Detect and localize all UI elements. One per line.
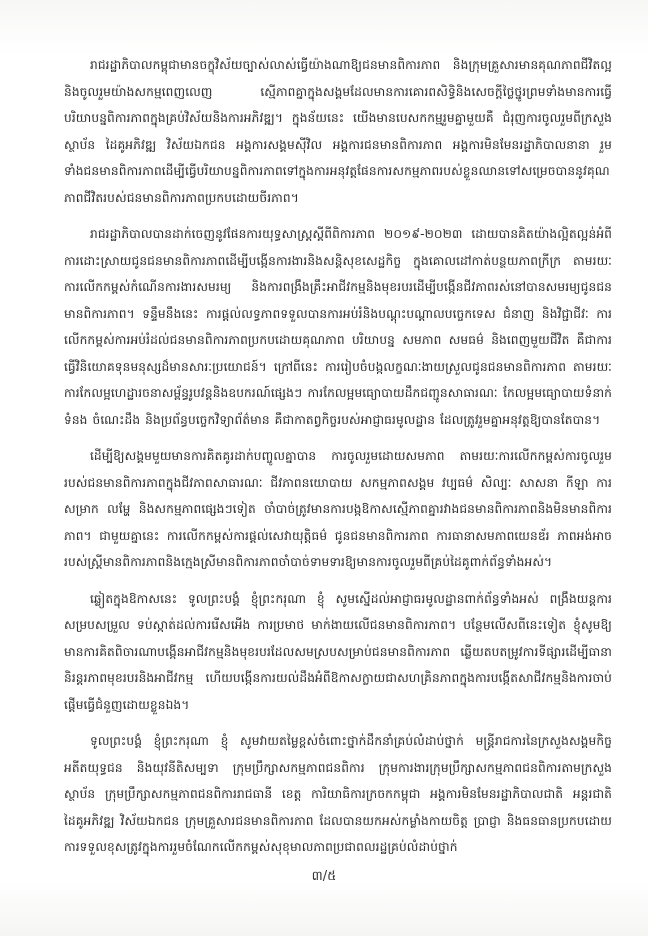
page-number: ៣/៥ <box>311 869 337 884</box>
paragraph-vision: រាជរដ្ឋាភិបាលកម្ពុជាមានចក្ខុវិស័យច្បាស់លាស់ធ្វើយ៉ាងណាឱ្យជនមានពិការភាព និងក្រុមគ្រួសារមានគុណភាពជីវិតល្អ និងចូលរួមយ៉ាងសកម្មពេញលេញ ស្មើភាពគ្នាក្នុងសង្គមដែលមានការគោរពសិទ្ធិនិងសេចក្តីថ្លៃថ្នូរព្រមទាំងមានការធ្វើបរិយាបន្នពិការភាពក្នុងគ្រប់វិស័យនិងការអភិវឌ្ឍ។ ក្នុងន័យនេះ យើងមានបេសកកម្មរួមគ្នាមួយគឺ ជំរុញការចូលរួមពីក្រសួងស្ថាប័ន ដៃគូអភិវឌ្ឍ វិស័យឯកជន អង្គការសង្គមស៊ីវិល អង្គការជនមានពិការភាព អង្គការមិនមែនរដ្ឋាភិបាលនានា រួមទាំងជនមានពិការភាពដើម្បីធ្វើបរិយាបន្នពិការភាពទៅក្នុងការអនុវត្តផែនការសកម្មភាពរបស់ខ្លួនឈានទៅសម្រេចបាននូវគុណភាពជីវិតរបស់ជនមានពិការភាពប្រកបដោយចីរភាព។ <box>64 58 612 205</box>
paragraph-strategic-plan: រាជរដ្ឋាភិបាលបានដាក់ចេញនូវផែនការយុទ្ធសាស្ត្រស្តីពីពិការភាព ២០១៩-២០២៣ ដោយបានគិតយ៉ាងល្អិតល្អន់អំពីការដោះស្រាយជូនជនមានពិការភាពដើម្បីបង្កើនការងារនិងសន្តិសុខសេដ្ឋកិច្ច ក្នុងគោលដៅកាត់បន្ថយភាពក្រីក្រ តាមរយៈការលើកកម្ពស់កំណើនការងារសមរម្យ និងការពង្រឹងគ្រឹះអាជីវកម្មនិងមុខរបរដើម្បីបង្កើនជីវភាពរស់នៅបានសមរម្យជូនជនមានពិការភាព។ ទន្ទឹមនឹងនេះ ការផ្តល់លទ្ធភាពទទួលបានការអប់រំនិងបណ្តុះបណ្តាលបច្ចេកទេស ជំនាញ និងវិជ្ជាជីវៈ ការលើកកម្ពស់ការអប់រំដល់ជនមានពិការភាពប្រកបដោយគុណភាព បរិយាបន្ន សមភាព សមធម៌ និងពេញមួយជីវិត គឺជាការធ្វើវិនិយោគទុនមនុស្សដ៏មានសារៈប្រយោជន៍។ ក្រៅពីនេះ ការរៀបចំបង្កលក្ខណៈងាយស្រួលជូនជនមានពិការភាព តាមរយៈការកែលម្អហេដ្ឋារចនាសម្ព័ន្ធរូបវន្តនិងឧបករណ៍ផ្សេងៗ ការកែលម្អមធ្យោបាយដឹកជញ្ជូនសាធារណៈ កែលម្អមធ្យោបាយទំនាក់ទំនង ចំណេះដឹង និងប្រព័ន្ធបច្ចេកវិទ្យាព័ត៌មាន គឺជាកាតព្វកិច្ចរបស់អាជ្ញាធរមូលដ្ឋាន ដែលត្រូវរួមគ្នាអនុវត្តឱ្យបានតែបាន។ <box>64 227 612 427</box>
paragraph-appreciation: ទូលព្រះបង្គំ ខ្ញុំព្រះករុណា ខ្ញុំ សូមវាយតម្លៃខ្ពស់ចំពោះថ្នាក់ដឹកនាំគ្រប់លំដាប់ថ្នាក់ មន្ត្រីរាជការនៃក្រសួងសង្គមកិច្ច អតីតយុទ្ធជន និងយុវនីតិសម្បទា ក្រុមប្រឹក្សាសកម្មភាពជនពិការ ក្រុមការងារក្រុមប្រឹក្សាសកម្មភាពជនពិការតាមក្រសួងស្ថាប័ន ក្រុមប្រឹក្សាសកម្មភាពជនពិការរាជធានី ខេត្ត ការិយាធិការក្រចកកម្ពុជា អង្គការមិនមែនរដ្ឋាភិបាលជាតិ អន្តរជាតិ ដៃគូអភិវឌ្ឍ វិស័យឯកជន ក្រុមគ្រួសារជនមានពិការភាព ដែលបានយកអស់កម្លាំងកាយចិត្ត ប្រាជ្ញា និងធនធានប្រកបដោយការទទួលខុសត្រូវក្នុងការរួមចំណែកលើកកម្ពស់សុខុមាលភាពប្រជាពលរដ្ឋគ្រប់លំដាប់ថ្នាក់ <box>64 734 612 854</box>
document-body <box>64 52 612 871</box>
paragraph-request-authorities: ឆ្លៀតក្នុងឱកាសនេះ ទូលព្រះបង្គំ ខ្ញុំព្រះករុណា ខ្ញុំ សូមស្នើដល់អាជ្ញាធរមូលដ្ឋានពាក់ព័ន្ធទាំងអស់ ពង្រឹងយន្តការសម្របសម្រួល ទប់ស្កាត់ដល់ការរើសអើង ការប្រមាថ មាក់ងាយលើជនមានពិការភាព។ បន្ថែមលើសពីនេះទៀត ខ្ញុំសូមឱ្យមានការគិតពិចារណាបង្កើនអាជីវកម្មនិងមុខរបរដែលសមស្របសម្រាប់ជនមានពិការភាព ឆ្លើយតបតម្រូវការទីផ្សារដើម្បីធានានិរន្តរភាពមុខរបរនិងអាជីវកម្ម ហើយបង្កើនការយល់ដឹងអំពីឱកាសក្លាយជាសហគ្រិនភាពក្នុងការបង្កើតសាជីវកម្មនិងការចាប់ផ្តើមធ្វើជំនួញដោយខ្លួនឯង។ <box>64 591 612 712</box>
paragraph-inclusive-society: ដើម្បីឱ្យសង្គមមួយមានការគិតគូរដាក់បញ្ចូលគ្នាបាន ការចូលរួមដោយសមភាព តាមរយៈការលើកកម្ពស់ការចូលរួមរបស់ជនមានពិការភាពក្នុងជីវភាពសាធារណៈ ជីវភាពនយោបាយ សកម្មភាពសង្គម វប្បធម៌ សិល្បៈ សាសនា កីឡា ការសម្រាក លម្ហែ និងសកម្មភាពផ្សេងៗទៀត ចាំបាច់ត្រូវមានការបង្កឱកាសស្មើភាពគ្នារវាងជនមានពិការភាពនិងមិនមានពិការភាព។ ជាមួយគ្នានេះ ការលើកកម្ពស់ការផ្តល់សេវាយុត្តិធម៌ ជូនជនមានពិការភាព ការធានាសមភាពយេនឌ័រ ភាពអង់អាចរបស់ស្ត្រីមានពិការភាពនិងក្មេងស្រីមានពិការភាពចាំបាច់ទាមទារឱ្យមានការចូលរួមពីគ្រប់ដៃគូពាក់ព័ន្ធទាំងអស់។ <box>64 449 612 569</box>
